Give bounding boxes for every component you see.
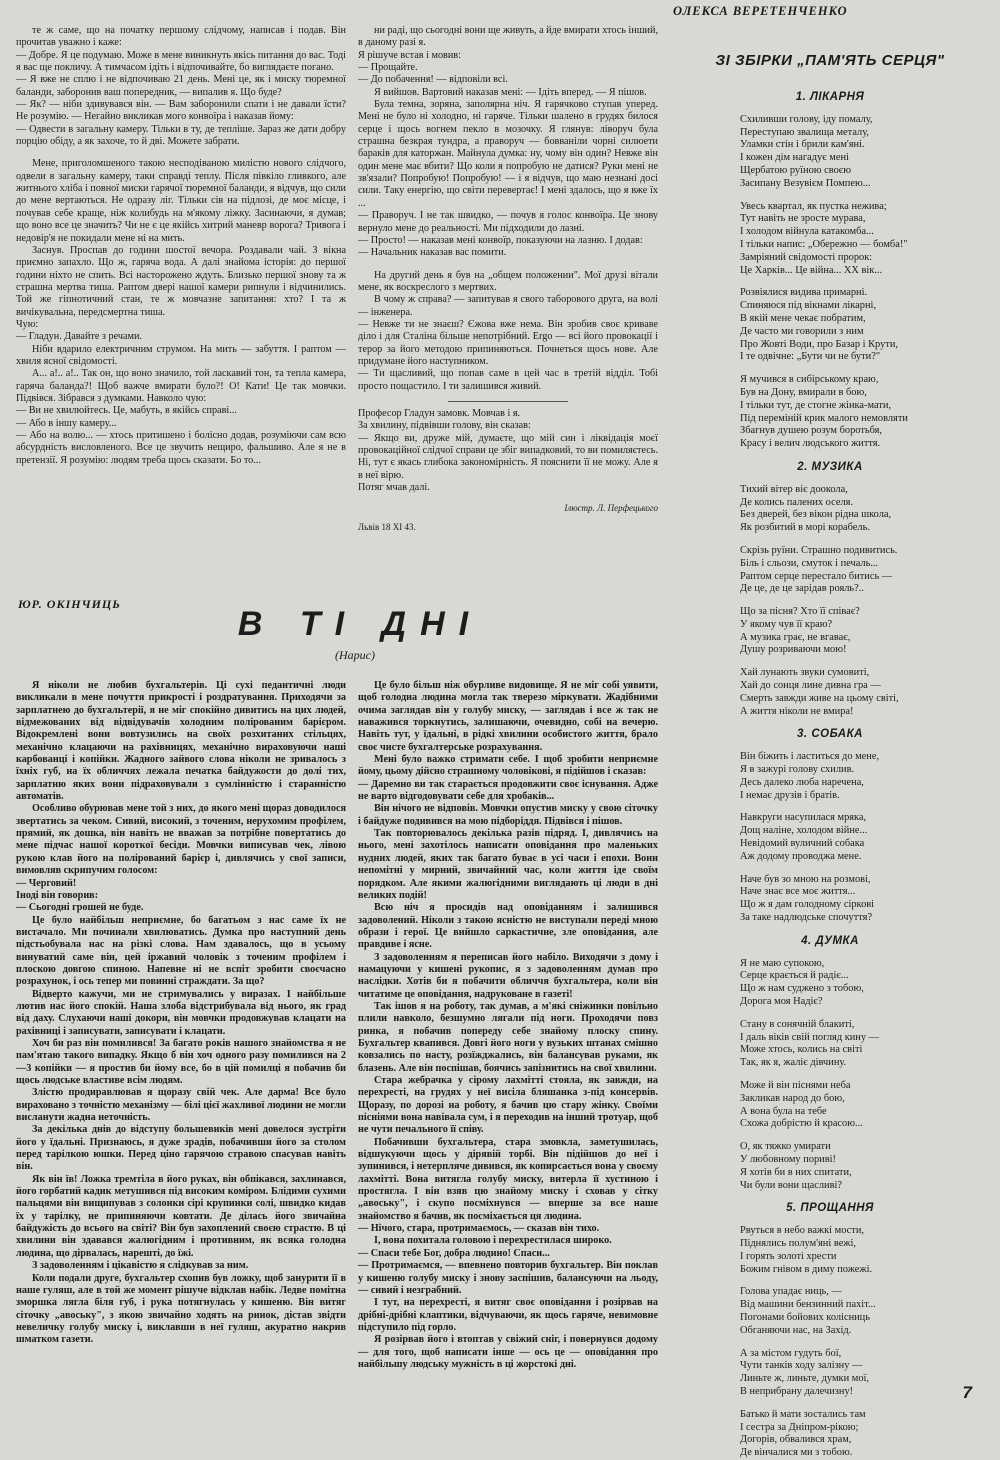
paragraph: Він нічого не відповів. Мовчки опустив миску у свою сіточку і байдуже подивився на мою підборіддя. Підвівся і пішов. [358,803,658,827]
poem-line: В якій мене чекає побратим, [740,312,866,324]
poem-title: 1. ЛІКАРНЯ [795,91,865,103]
paragraph: — Просто! — наказав мені конвоїр, показуючи на лазню. І додав: [358,234,643,246]
poem-title: 5. ПРОЩАННЯ [786,1202,874,1215]
poem-line: Обганяючи нас, на Захід. [740,1324,852,1336]
section-divider [448,401,568,402]
paragraph: Чую: [16,318,39,330]
poem-line: Божим гнівом в диму пожежі. [740,1263,873,1275]
poem-line: Під переміній крик малого немовляти [740,412,908,424]
paragraph: В чому ж справа? — запитував я свого таборового друга, на волі — інженера. [358,294,658,318]
paragraph: ни раді, що сьогодні вони ще живуть, а йде вмирати хтось інший, в даному разі я. [358,25,658,49]
paragraph: Я розірвав його і втоптав у свіжий сніг, і повернувся додому — для того, щоб написати інше — ось це — оповідання про найбільшу людську мужність в ці жорстокі дні. [358,1334,658,1370]
poem-line: Чути танків ходу залізну — [740,1360,863,1372]
poem-line: Про Жовті Води, про Базар і Крути, [740,338,899,350]
poem-title: 2. МУЗИКА [797,460,863,473]
poem-line: І даль віків свій погляд кину — [740,1031,880,1043]
paragraph: — Якщо ви, друже мій, думаєте, що мій син і ліквідація моєї провокаційної слідчої справи це збіг випадковий, то ви помиляєтесь. Ні, тут є якась глибока закономірність. Я пояснити її не можу. Але я в неї вірю. [358,432,658,481]
poem-line: Я хотів би в них спитати, [740,1166,852,1178]
poem-line: І горять золоті хрести [740,1250,837,1262]
poem-line: Навкруги насупилася мряка, [740,812,867,824]
poem-line: Душу розриваючи мою! [740,644,847,656]
paragraph: Потяг мчав далі. [358,482,430,494]
poem-line: Де колись палених оселя. [740,496,854,508]
poem-stanza [740,812,980,863]
poem-line: Переступаю звалища металу, [740,126,869,138]
poem-line: Закликав народ до бою, [740,1092,845,1104]
poem-line: Спиняюся під вікнами лікарні, [740,300,877,312]
poem-line: Розвіялися видива примарні. [740,287,868,299]
poem-stanza [740,1080,980,1131]
poem-stanza [740,287,980,364]
paragraph: Побачивши бухгальтера, стара змовкла, заметушилась, відшукуючи щось у дірявій торбі. Він підійшов до неї і зупинився, і нетерпляче дивився, як копирсається вона у своєму лахмітті. Вона витягла голубу миску, витерла її хустиною і простягла. І він взяв цю знайому миску і сховав у сітку „авоську", і скупо посміхнувся — вперше за все наше знайомство я бачив, як посміхається ця людина. [358,1136,658,1222]
poems-column [680,85,980,1459]
poem-title: 4. ДУМКА [801,934,859,947]
paragraph: А... а!.. а!.. Так он, що воно значило, той ласкавий тон, та тепла камера, гаряча баланда?! Щоб важче вмирати було?! О! Кати! Це так мовчки. Підвівся. Зібрався з думками. Навколо чую: [16,368,346,404]
paragraph: — До побачення! — відповіли всі. [358,74,508,86]
poem-line: Замріяний свідомості пророк: [740,251,873,263]
paragraph: На другий день я був на „общем положении". Мої друзі вітали мене, як воскреслого з мертвих. [358,269,658,293]
paragraph: — Спаси тебе Бог, добра людино! Спаси... [358,1247,550,1259]
paragraph: — Як? — ніби здивувався він. — Вам заборонили спати і не давали їсти? Не розумію. — Негайно викликав мого конвоїра і наказав йому: [16,99,346,123]
place-date: Львів 18 XI 43. [358,521,416,532]
poem-line: Тихий вітер віє доокола, [740,483,848,495]
story-continuation-column-1 [16,25,346,580]
poem-line: Серце крається й радіє... [740,970,849,982]
poem-line: Раптом серце перестало битись — [740,570,893,582]
poem-line: Хай лунають звуки сумовиті, [740,667,870,679]
page-number: 7 [962,1383,972,1402]
poem-line: Красу і велич людського життя. [740,438,881,450]
poem-line: Смерть завжди живе на цьому світі, [740,692,899,704]
poem-line: Хай до сонця лине дивна гра — [740,680,881,692]
paragraph: Всю ніч я просидів над оповіданням і залишився задоволений. Ніколи з такою ясністю не виступали переді мною образи і герої. Це вийшло саркастичне, зле оповідання, але правдиве і ясне. [358,902,658,951]
poem-line: Наче знає все моє життя... [740,886,856,898]
poem-stanza [740,1141,980,1192]
paragraph: Так повторювалось декілька разів підряд. І, дивлячись на нього, мені захотілось написати оповідання про маленьких нудних людей, яких так багато буває в усі часи і епохи. Вони непомітні у мирний, звичайний час, коли життя іде своїм порядком. Але якими жалюгідними виглядають ці люди в дні великих подій! [358,828,658,901]
poem-line: Дорога моя Надіє? [740,996,823,1008]
poem-line: А вона була на тебе [740,1105,827,1117]
poem-line: Схиливши голову, іду помалу, [740,113,873,125]
poem-stanza [740,667,980,718]
poem-line: І кожен дім нагадує мені [740,152,849,164]
poem-line: Де часто ми говорили з ним [740,325,864,337]
paragraph: — Невже ти не знаєш? Єжова вже нема. Він зробив своє криваве діло і для Сталіна більше непотрібний. Ergo — всі його провокації і терор за його методою припиняються. Почнеться щось нове. Але придумане його наступником. [358,318,658,367]
paragraph: І тут, на перехресті, я витяг своє оповідання і розірвав на дрібні-дрібні клаптики, відчуваючи, як щось гаряче, невимовне підступило під горло. [358,1297,658,1333]
poem-line: Чи були вони щасливі? [740,1179,843,1191]
paragraph: — Прощайте. [358,62,418,74]
paragraph: За декілька днів до відступу большевиків мені довелося зустріти його у їдальні. Признаюсь, я дуже зрадів, побачивши його за столом перед тарілкою юшки. Перед ціно гарячою стравою спасував навіть він. [16,1124,346,1173]
paragraph: І, вона похитала головою і перехрестилася широко. [374,1235,612,1247]
paragraph: — Черговий! [16,877,77,889]
poem-line: О, як тяжко умирати [740,1141,831,1153]
essay-subtitle: (Нарис) [335,648,375,662]
poem-line: І холодом війнула катакомба... [740,226,874,238]
poem-line: Невідомий вуличний собака [740,838,865,850]
paragraph: Була темна, зоряна, заполярна ніч. Я гарячково ступав уперед. Мені не було ні холодно, ні гаряче. Тільки шалено в грудях билося серце і щось вогнем пекло в мозочку. Я глянув: ліворуч була страшна безкрая тундра, а праворуч — бовваніли чорні силюети бараків для каторжан. Майнула думка: ну, чому він один? Невже він один мене має вбити? Що коли я попробую не датися? Руки мені не зв'язали? Попробую! Попробую! — і я відчув, що маю незнані досі сили. Таку енергію, що світи перевертає! І мені здалось, що я вже їх ... [358,99,658,209]
poem-line: Що ж нам суджено з тобою, [740,983,864,995]
paragraph: те ж саме, що на початку першому слідчому, написав і подав. Він прочитав уважно і каже: [16,25,346,49]
poem-line: Стану в сонячній блакиті, [740,1018,855,1030]
poem-stanza [740,1286,980,1337]
poem-line: Може хтось, колись на світі [740,1044,863,1056]
poem-line: Дощ наліне, холодом війне... [740,825,868,837]
poem-line: Без дверей, без вікон рідна школа, [740,509,892,521]
poem-line: Голова упадає ниць, — [740,1286,842,1298]
paragraph: Професор Гладун замовк. Мовчав і я. [358,407,521,419]
paragraph: Як він їв! Ложка тремтіла в його руках, він обпікався, захлинався, його горбатий кадик метушився під високим коміром. Блідими сухими пальцями він вищипував з солонки сірі крупинки солі, швидко кидав їх у тарілку, не припиняючи ковтати. Де ділась його звичайна байдужість до всього на світі? Він був захоплений своєю страстю. В ці хвилини він здавався жалюгідним і противним, як всяка голодна людина, що дірвалась, нарешті, до їжі. [16,1173,346,1259]
poem-line: І тільки тут, де стогне жінка-мати, [740,399,892,411]
poem-line: Щербатою руїною своєю [740,164,851,176]
paragraph: Я ніколи не любив бухгальтерів. Ці сухі педантичні люди викликали в мене почуття прикрості і роздратування. Приходячи за зарплатнею до бухгальтерії, я не міг спокійно дивитись на цих людей, відмежованих від відвідувачів холодним полірованим барієром. Відокремлені вони вовтузились на своїх розхитаних стільцях, механічно клацаючи на рахівницях, механічно вираховуючи наші карбованці і копійки. Жадного зайвого слова ніколи не зривалось з їхніх губ, на їх обличчях лежала печатка байдужости до долі тих, зарплатню яких вони підраховували з сумлінністю і старанністю автоматів. [16,680,346,803]
poem-stanza [740,1348,980,1399]
paragraph: Коли подали друге, бухгальтер схопив був ложку, щоб занурити її в наше гуляш, але в той же момент рішуче відклав набік. Ледве помітна зморшка лягла біля губ, і рука потягнулась у кишеню. Він витяг сіточку „авоську", з якою звичайно ходять на ринок, дістав звідти невеличку голубу миску і, виклавши в неї гуляш, акуратно накрив шматком газети. [16,1272,346,1346]
paragraph: Злістю продиравлював я щоразу свій чек. Але дарма! Все було вираховано з точністю механізму — білі цієї жахливої людини не могли висланути жадна неточність. [16,1087,346,1124]
essay-title: В ТІ ДНІ [237,605,483,643]
paragraph: Мені було важко стримати себе. І щоб зробити неприємне йому, цьому дійсно страшному чоловікові, я підійшов і сказав: [358,754,658,778]
poem-line: Так, як я, жаліє дівчину. [740,1057,847,1069]
paragraph: Стара жебрачка у сірому лахмітті стояла, як завжди, на перехресті, на грудях у неї висіла бляшанка з-під консервів. Щоразу, по дорозі на роботу, я бачив цю стару жінку. Своїми пісніями вона навівала сум, і я переходив на інший тротуар, щоб не чути печального її співу. [358,1075,658,1136]
poem-line: Я в зажурі голову схилив. [740,764,855,776]
poem-line: Де це, де це зарідав рояль?.. [740,583,864,595]
poem-stanza [740,1225,980,1276]
poem-line: Від машини бензинний пахіт... [740,1299,876,1311]
poem-line: Десь далеко люба наречена, [740,776,864,788]
paragraph: З задоволенням і цікавістю я слідкував за ним. [32,1260,249,1272]
poem-stanza [740,484,980,535]
poem-stanza [740,201,980,278]
paragraph: Заснув. Проспав до години шостої вечора. Роздавали чай. З вікна приємно запахло. Що ж, гаряча вода. А далі знайома історія: до першої години ніхто не спить. Всі насторожено ждуть. Близько першої знову та ж страшна мертва тиша. Раптом двері нашої камери рипнули і відчинились. Той же гіпнотичний стан, те ж мовчазне запитання: хто? І та ж вичікувальна, передсмертна тиша. [16,244,346,318]
paragraph: — Добре. Я це подумаю. Може в мене виникнуть якісь питання до вас. Тоді я вас ще покличу. А тимчасом ідіть і відпочивайте, бо виглядаєте погано. [16,49,346,74]
paragraph: Відверто кажучи, ми не стримувались у виразах. І найбільше лютив нас його спокій. Наша злоба відстрибувала від нього, як град від даху. Слухаючи наші докори, він мовчки продовжував клацати на рахівниці і записувати, записувати і клацати. [16,988,346,1037]
paragraph: Іноді він говорив: [16,889,99,901]
poem-title: 3. СОБАКА [797,728,863,741]
poem-line: Рвуться в небо важкі мости, [740,1225,864,1237]
paragraph: — Ви не хвилюйтесь. Це, мабуть, в якійсь справі... [16,405,237,417]
paragraph: — Начальник наказав вас помити. [358,247,507,259]
poem-line: Піднялись полум'яні вежі, [740,1237,856,1249]
poem-line: А за містом гудуть бої, [740,1347,842,1359]
paragraph: Хоч би раз він помилився! За багато років нашого знайомства я не пам'ятаю такого випадку. Якщо б він хоч одного разу помилився на 2—3 копійки — я простив би йому все, бо в цій помилці я побачив би щось людське властиве всім людям. [16,1037,346,1086]
poem-line: Засипану Везувієм Помпею... [740,177,871,189]
poem-line: А життя ніколи не вмира! [740,705,854,717]
essay-author: ЮР. ОКІНЧИЦЬ [18,597,121,611]
poem-line: І тільки напис: „Обережно — бомба!" [740,238,908,250]
paragraph: — Одвести в загальну камеру. Тільки в ту, де тепліше. Зараз же дати добру порцію обіду, а як захоче, то й дві. Можете забрати. [16,123,346,148]
paragraph: — Гладун. Давайте з речами. [16,331,142,343]
poem-line: Батько й мати зостались там [740,1408,866,1420]
poem-line: Може й він піснями неба [740,1080,851,1091]
poem-line: Линьте ж, линьте, думки мої, [740,1373,870,1385]
poem-line: І те одвічне: „Бути чи не бути?" [740,351,881,363]
poem-line: Тут навіть не зросте мурава, [740,213,866,225]
illustration-credit: Ілюстр. Л. Перфецького [564,503,658,514]
paragraph: Це було більш ніж обурливе видовище. Я не міг собі уявити, щоб голодна людина могла так тверезо міркувати. Жадібними очима заглядав він у голубу миску, — заглядав і все ж так не наважився торкнутись, залишаючи, очевидно, собі на вечерю. Навіть тут, у їдальні, в рідкі хвилини особистого життя, брало своє чисте бухгалтерське розрахування. [358,680,658,753]
paragraph: Мене, приголомшеного такою несподіваною милістю нового слідчого, одвели в загальну камеру, таки справді теплу. Після півкіло гливкого, але житнього хліба і повної миски гарячої тюремної баланди, я відчув, що сили до мене вертаються. Не одразу ліг. Тільки сів на підлозі, де моє місце, і почував себе краще, ніж колибудь на м'якому ліжку. Засинаючи, я думав; що воно все це значить? Чи не є це якійсь хитрий маневр ворога? Тривога і недовір'я не покидали мене ні на мить. [16,158,346,244]
poem-stanza [740,114,980,191]
poem-line: Був на Дону, вмирали в бою, [740,386,867,398]
poetry-author: ОЛЕКСА ВЕРЕТЕНЧЕНКО [673,4,848,18]
poem-line: В неприбрану далечизну! [740,1385,854,1397]
poem-line: За таке надлюдське спочуття? [740,912,873,924]
poem-line: Увесь квартал, як пустка нежива; [740,200,887,212]
poem-line: І сестра за Дніпром-рікою; [740,1421,859,1433]
poem-line: Догорів, обвалився храм, [740,1434,852,1446]
poem-line: Схожа добрістю й красою... [740,1118,863,1130]
paragraph: Я рішуче встав і мовив: [358,49,461,61]
poem-line: Біль і сльози, смуток і печаль... [740,557,879,569]
paragraph: — Або на волю... — хтось притишено і болісно додав, розуміючи сам всю абсурдність висловленого. Все це звучить нещиро, фальшиво. Але я не в претензії. Я розумію: людям треба щось сказати. Бо то... [16,430,346,466]
poem-line: Де вінчалися ми з тобою. [740,1447,853,1459]
poem-stanza [740,374,980,451]
paragraph: — Протримаємся, — впевнено повторив бухгальтер. Він поклав у кишеню голубу миску і знову заспішив, балансуючи на льоду, — сивий і незграбний. [358,1260,658,1296]
poem-line: Як розбитий в морі корабель. [740,522,870,534]
poetry-collection-title: ЗІ ЗБІРКИ „ПАМ'ЯТЬ СЕРЦЯ" [715,52,945,69]
poem-stanza [740,606,980,657]
paragraph: З задоволенням я переписав його набіло. Виходячи з дому і намацуючи у кишені рукопис, я з задоволенням думав про наслідки. Хотів би я побачити обличчя бухгальтера, коли він читатиме це оповідання, надруковане в газеті! [358,951,658,1000]
poem-stanza [740,874,980,925]
paragraph: За хвилину, підвівши голову, він сказав: [358,420,531,432]
poem-stanza [740,1019,980,1070]
poem-line: І немає друзів і братів. [740,789,840,801]
paragraph: — Ти щасливий, що попав саме в цей час в третій відділ. Тобі просто пощастило. І ти залишився живий. [358,368,658,392]
poem-line: Погонами бойових колісниць [740,1311,870,1323]
story-continuation-column-2 [358,25,658,580]
poem-line: Аж додому проводжа мене. [740,850,862,862]
poem-line: Він біжить і ластиться до мене, [740,751,880,763]
poem-line: А музика грає, не вгаває, [740,631,851,643]
poem-line: Уламки стін і брили кам'яні. [740,139,865,151]
poem-line: Збагнув душею розум боротьбя, [740,425,883,437]
paragraph: — Нічого, стара, протримаємось, — сказав він тихо. [358,1223,600,1235]
poem-stanza [740,958,980,1009]
paragraph: Так ішов я на роботу, так думав, а м'які сніжинки повільно плили навколо, безшумно лягали під ноги. Проходячи повз ринка, я побачив попереду себе знайому плоску спину. Бухгальтер квапився. Довгі його ноги у вузьких штанах смішно ковзались по насту, розїжджались, він балансував руками, як блазень. Але він поспішав, боячись запізнитись на свої хвилини. [358,1000,658,1074]
poem-line: Я мучився в сибірському краю, [740,374,879,386]
essay-column-1 [16,680,346,1400]
paragraph: Це було найбільш неприємне, бо багатьом з нас саме їх не вистачало. Ми починали хвилюватись. Думка про наступний день підстьобувала нас на різкі слова. Нам здавалось, що в усьому винуватий саме він, цей іржавий чоловік з точеним профілем і плоскою довгою спиною. Напевне ні не вспіт зробити своєчасно розрахунок, і ось тепер ми повинні страждати. За що? [16,914,346,988]
paragraph: Ніби вдарило електричним струмом. На мить — забуття. І раптом — хвиля ясної свідомості. [16,343,346,367]
essay-column-2 [358,680,658,1400]
paragraph: — Сьогодні грошей не буде. [16,902,144,914]
paragraph: — Я вже не сплю і не відпочиваю 21 день. Мені це, як і миску тюремної баланди, заборонив ваш попередник, — випалив я. Що буде? [16,74,346,98]
paragraph: — Або в іншу камеру... [16,417,117,429]
poem-line: У якому чув її краю? [740,618,833,630]
poem-line: Наче був зо мною на розмові, [740,873,871,885]
poem-line: Скрізь руїни. Страшно подивитись. [740,544,898,556]
poem-line: У любовному пориві! [740,1153,836,1165]
paragraph: Я вийшов. Вартовий наказав мені: — Ідіть вперед. — Я пішов. [374,86,647,98]
poem-line: Що за пісня? Хто її співає? [740,606,860,618]
poem-line: Я не маю супокою, [740,957,825,969]
poem-line: Це Харків... Це війна... XX вік... [740,264,883,276]
paragraph: — Праворуч. І не так швидко, — почув я голос конвоїра. Це знову вернуло мене до реальності. Ми підходили до лазні. [358,210,658,234]
poem-stanza [740,751,980,802]
poem-line: Що ж я дам голодному сіркові [740,899,875,911]
paragraph: Особливо обурював мене той з них, до якого мені щораз доводилося звертатись за чеком. Сивий, високий, з точеним, нерухомим профілем, прямий, як дошка, він навіть не вважав за потрібне повертатись до мене підчас нашої короткої бесіди. Мовчки виписував чек, лівою рукою клав його на полірований барієр і, дивлячись у свої записи, вимовляв скрипучим голосом: [16,803,346,877]
poem-stanza [740,545,980,596]
poem-stanza [740,1409,980,1460]
paragraph: — Даремно ви так старається продовжити своє існування. Адже не варто відгодовувати себе для хробаків... [358,778,658,803]
